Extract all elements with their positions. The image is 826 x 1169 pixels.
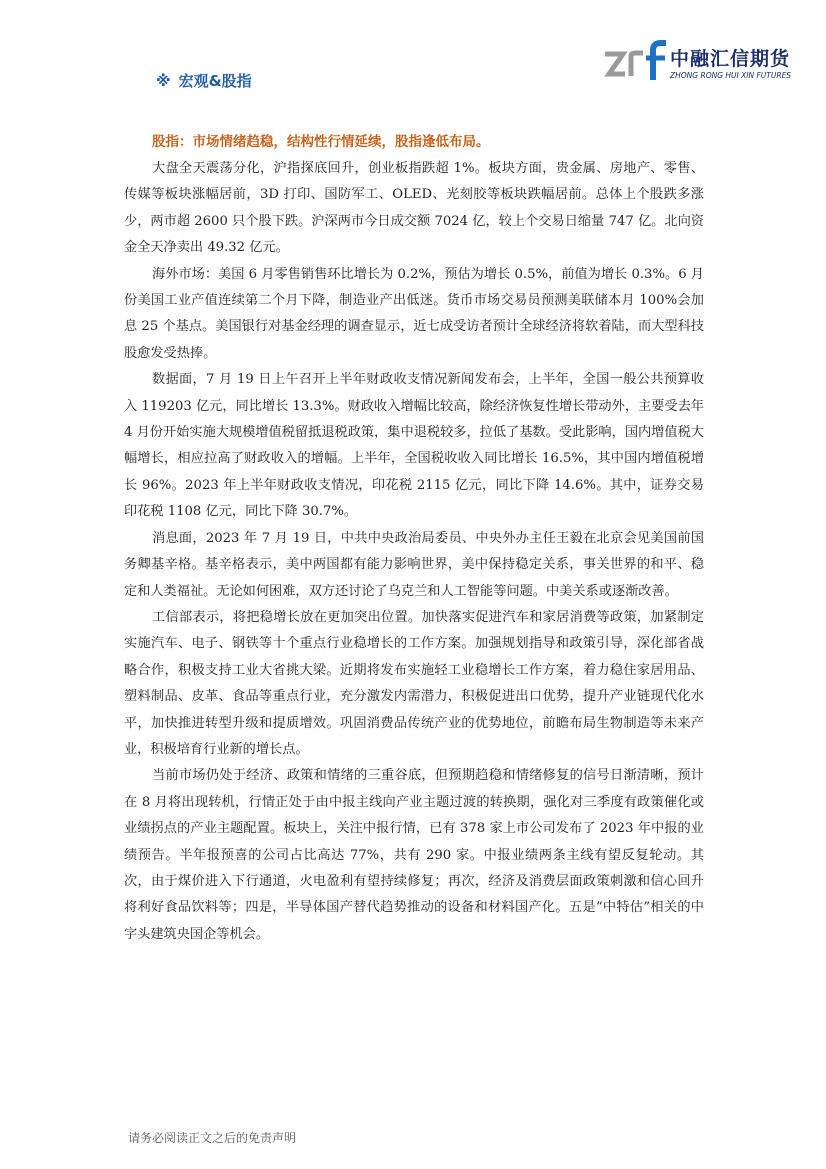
footer-disclaimer: 请务必阅读正文之后的免责声明 bbox=[128, 1131, 297, 1145]
logo-chinese-name: 中融汇信期货 bbox=[670, 48, 791, 70]
logo-english-name: ZHONG RONG HUI XIN FUTURES bbox=[670, 71, 792, 80]
paragraph-miit: 工信部表示，将把稳增长放在更加突出位置。加快落实促进汽车和家居消费等政策，加紧制定实施汽车、电子、钢铁等十个重点行业稳增长的工作方案。加强规划指导和政策引导，深化部省战略合作，积极支持工业大省挑大梁。近期将发布实施轻工业稳增长工作方案，着力稳住家居用品、塑料制品、皮革、食品等重点行业，充分激发内需潜力，积极促进出口优势，提升产业链现代化水平，加快推进转型升级和提质增效。巩固消费品传统产业的优势地位，前瞻布局生物制造等未来产业，积极培育行业新的增长点。 bbox=[124, 609, 704, 757]
paragraph-data: 数据面，7 月 19 日上午召开上半年财政收支情况新闻发布会，上半年，全国一般公共预算收入 119203 亿元，同比增长 13.3%。财政收入增幅比较高，除经济恢复性增长带动外，主要受去年 4 月份开始实施大规模增值税留抵退税政策，集中退税较多，拉低了基数。受此影响，国内增值税大幅增长，相应拉高了财政收入的增幅。上半年，全国税收收入同比增长 16.5%，其中国内增值税增长 96%。2023 年上半年财政收支情况，印花税 2115 亿元，同比下降 14.6%。其中，证券交易印花税 1108 亿元，同比下降 30.7%。 bbox=[124, 372, 704, 520]
section-symbol: ※ bbox=[156, 72, 171, 90]
company-logo bbox=[603, 40, 803, 84]
section-title-text: 宏观&股指 bbox=[178, 72, 252, 90]
article-body bbox=[124, 128, 704, 948]
section-title bbox=[156, 70, 252, 91]
paragraph-overseas-market: 海外市场：美国 6 月零售销售环比增长为 0.2%，预估为增长 0.5%，前值为增长 0.3%。6 月份美国工业产值连续第二个月下降，制造业产出低迷。货币市场交易员预测美联储本月 100%会加息 25 个基点。美国银行对基金经理的调查显示，近七成受访者预计全球经济将软着陆，而大型科技股愈发受热捧。 bbox=[124, 266, 704, 361]
paragraph-outlook: 当前市场仍处于经济、政策和情绪的三重谷底，但预期趋稳和情绪修复的信号日渐清晰，预计在 8 月将出现转机，行情正处于由中报主线向产业主题过渡的转换期，强化对三季度有政策催化或业绩拐点的产业主题配置。板块上，关注中报行情，已有 378 家上市公司发布了 2023 年中报的业绩预告。半年报预喜的公司占比高达 77%，共有 290 家。中报业绩两条主线有望反复轮动。其次，由于煤价进入下行通道，火电盈利有望持续修复；再次，经济及消费层面政策刺激和信心回升将利好食品饮料等；四是，半导体国产替代趋势推动的设备和材料国产化。五是“中特估”相关的中字头建筑央国企等机会。 bbox=[124, 768, 704, 942]
article-headline: 股指：市场情绪趋稳，结构性行情延续，股指逢低布局。 bbox=[152, 134, 490, 150]
zrf-logo-mark-icon bbox=[603, 40, 667, 82]
paragraph-market-summary: 大盘全天震荡分化，沪指探底回升，创业板指跌超 1%。板块方面，贵金属、房地产、零售、传媒等板块涨幅居前，3D 打印、国防军工、OLED、光刻胶等板块跌幅居前。总体上个股跌多涨少，两市超 2600 只个股下跌。沪深两市今日成交额 7024 亿，较上个交易日缩量 747 亿。北向资金全天净卖出 49.32 亿元。 bbox=[124, 161, 704, 256]
paragraph-news: 消息面，2023 年 7 月 19 日，中共中央政治局委员、中央外办主任王毅在北京会见美国前国务卿基辛格。基辛格表示，美中两国都有能力影响世界，美中保持稳定关系，事关世界的和平、稳定和人类福祉。无论如何困难，双方还讨论了乌克兰和人工智能等问题。中美关系或逐渐改善。 bbox=[124, 530, 704, 599]
